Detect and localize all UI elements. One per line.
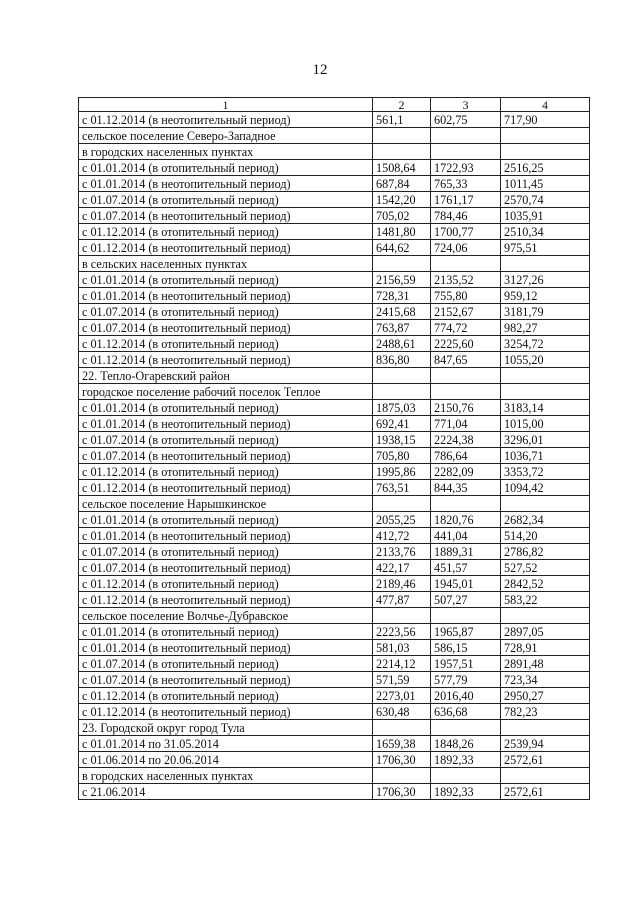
value-col-2: 728,31 xyxy=(373,288,431,304)
value-col-2 xyxy=(373,128,431,144)
value-col-2: 2273,01 xyxy=(373,688,431,704)
value-col-2: 763,87 xyxy=(373,320,431,336)
value-col-2: 763,51 xyxy=(373,480,431,496)
value-col-4: 728,91 xyxy=(501,640,590,656)
row-label: в городских населенных пунктах xyxy=(79,768,373,784)
row-label: с 01.01.2014 (в отопительный период) xyxy=(79,400,373,416)
value-col-2: 687,84 xyxy=(373,176,431,192)
value-col-3: 1820,76 xyxy=(431,512,501,528)
value-col-3: 2225,60 xyxy=(431,336,501,352)
value-col-3: 1957,51 xyxy=(431,656,501,672)
row-label: сельское поселение Северо-Западное xyxy=(79,128,373,144)
table-row xyxy=(79,768,590,784)
tariff-table xyxy=(78,97,590,800)
value-col-4: 2682,34 xyxy=(501,512,590,528)
value-col-2 xyxy=(373,608,431,624)
value-col-2 xyxy=(373,768,431,784)
table-row xyxy=(79,720,590,736)
value-col-3: 771,04 xyxy=(431,416,501,432)
table-row xyxy=(79,160,590,176)
value-col-4 xyxy=(501,128,590,144)
value-col-2 xyxy=(373,384,431,400)
row-label: 23. Городской округ город Тула xyxy=(79,720,373,736)
value-col-3: 451,57 xyxy=(431,560,501,576)
value-col-2: 581,03 xyxy=(373,640,431,656)
row-label: с 01.01.2014 (в неотопительный период) xyxy=(79,176,373,192)
table-row xyxy=(79,288,590,304)
value-col-4: 583,22 xyxy=(501,592,590,608)
value-col-4: 2516,25 xyxy=(501,160,590,176)
table-row xyxy=(79,528,590,544)
value-col-2: 705,02 xyxy=(373,208,431,224)
value-col-4: 3127,26 xyxy=(501,272,590,288)
value-col-3: 1892,33 xyxy=(431,752,501,768)
table-row xyxy=(79,336,590,352)
tariff-table-body xyxy=(79,98,590,800)
row-label: с 01.07.2014 (в отопительный период) xyxy=(79,656,373,672)
value-col-2: 630,48 xyxy=(373,704,431,720)
value-col-2: 1706,30 xyxy=(373,752,431,768)
row-label: с 01.06.2014 по 20.06.2014 xyxy=(79,752,373,768)
value-col-2: 422,17 xyxy=(373,560,431,576)
table-row xyxy=(79,304,590,320)
value-col-2: 644,62 xyxy=(373,240,431,256)
table-row xyxy=(79,240,590,256)
value-col-3: 1722,93 xyxy=(431,160,501,176)
table-row xyxy=(79,320,590,336)
table-row xyxy=(79,784,590,800)
table-row xyxy=(79,704,590,720)
value-col-3: 847,65 xyxy=(431,352,501,368)
row-label: с 21.06.2014 xyxy=(79,784,373,800)
row-label: в городских населенных пунктах xyxy=(79,144,373,160)
table-row xyxy=(79,608,590,624)
row-label: с 01.01.2014 (в неотопительный период) xyxy=(79,528,373,544)
value-col-2: 571,59 xyxy=(373,672,431,688)
value-col-4: 2570,74 xyxy=(501,192,590,208)
value-col-3: 1965,87 xyxy=(431,624,501,640)
value-col-4 xyxy=(501,768,590,784)
value-col-3: 765,33 xyxy=(431,176,501,192)
value-col-4: 975,51 xyxy=(501,240,590,256)
row-label: с 01.12.2014 (в неотопительный период) xyxy=(79,704,373,720)
value-col-2: 1542,20 xyxy=(373,192,431,208)
value-col-4: 782,23 xyxy=(501,704,590,720)
table-row xyxy=(79,256,590,272)
value-col-3: 2150,76 xyxy=(431,400,501,416)
value-col-3: 577,79 xyxy=(431,672,501,688)
value-col-3: 2282,09 xyxy=(431,464,501,480)
value-col-4 xyxy=(501,384,590,400)
value-col-3: 774,72 xyxy=(431,320,501,336)
value-col-3 xyxy=(431,256,501,272)
value-col-2: 2055,25 xyxy=(373,512,431,528)
row-label: с 01.01.2014 (в отопительный период) xyxy=(79,272,373,288)
value-col-4: 1036,71 xyxy=(501,448,590,464)
row-label: с 01.12.2014 (в отопительный период) xyxy=(79,224,373,240)
value-col-4 xyxy=(501,256,590,272)
column-header-3: 3 xyxy=(431,98,501,112)
row-label: с 01.07.2014 (в отопительный период) xyxy=(79,304,373,320)
value-col-4: 959,12 xyxy=(501,288,590,304)
value-col-4: 1035,91 xyxy=(501,208,590,224)
value-col-4: 2897,05 xyxy=(501,624,590,640)
row-label: с 01.01.2014 (в отопительный период) xyxy=(79,512,373,528)
row-label: с 01.12.2014 (в отопительный период) xyxy=(79,576,373,592)
table-row xyxy=(79,496,590,512)
table-row xyxy=(79,752,590,768)
value-col-3: 1945,01 xyxy=(431,576,501,592)
value-col-2: 2223,56 xyxy=(373,624,431,640)
table-row xyxy=(79,544,590,560)
value-col-2: 1481,80 xyxy=(373,224,431,240)
value-col-4: 2842,52 xyxy=(501,576,590,592)
table-header-row xyxy=(79,98,590,112)
row-label: с 01.12.2014 (в неотопительный период) xyxy=(79,112,373,128)
value-col-3 xyxy=(431,368,501,384)
value-col-3 xyxy=(431,384,501,400)
value-col-3 xyxy=(431,496,501,512)
value-col-2: 705,80 xyxy=(373,448,431,464)
value-col-4: 717,90 xyxy=(501,112,590,128)
row-label: с 01.07.2014 (в неотопительный период) xyxy=(79,672,373,688)
table-row xyxy=(79,688,590,704)
value-col-2 xyxy=(373,256,431,272)
table-row xyxy=(79,112,590,128)
row-label: с 01.12.2014 (в неотопительный период) xyxy=(79,240,373,256)
value-col-3: 2224,38 xyxy=(431,432,501,448)
row-label: с 01.12.2014 (в отопительный период) xyxy=(79,688,373,704)
value-col-4: 3181,79 xyxy=(501,304,590,320)
row-label: с 01.07.2014 (в неотопительный период) xyxy=(79,208,373,224)
row-label: с 01.01.2014 по 31.05.2014 xyxy=(79,736,373,752)
value-col-2: 561,1 xyxy=(373,112,431,128)
row-label: с 01.07.2014 (в неотопительный период) xyxy=(79,320,373,336)
table-row xyxy=(79,592,590,608)
row-label: городское поселение рабочий поселок Теплое xyxy=(79,384,373,400)
value-col-2 xyxy=(373,368,431,384)
value-col-3: 507,27 xyxy=(431,592,501,608)
value-col-4: 3183,14 xyxy=(501,400,590,416)
row-label: сельское поселение Нарышкинское xyxy=(79,496,373,512)
value-col-3 xyxy=(431,720,501,736)
value-col-2: 412,72 xyxy=(373,528,431,544)
value-col-2: 2189,46 xyxy=(373,576,431,592)
value-col-4: 1055,20 xyxy=(501,352,590,368)
column-header-2: 2 xyxy=(373,98,431,112)
value-col-3: 784,46 xyxy=(431,208,501,224)
table-row xyxy=(79,448,590,464)
value-col-4: 982,27 xyxy=(501,320,590,336)
table-row xyxy=(79,368,590,384)
value-col-3: 844,35 xyxy=(431,480,501,496)
value-col-3: 786,64 xyxy=(431,448,501,464)
value-col-4: 3254,72 xyxy=(501,336,590,352)
value-col-4: 2950,27 xyxy=(501,688,590,704)
row-label: с 01.12.2014 (в отопительный период) xyxy=(79,464,373,480)
value-col-4: 1015,00 xyxy=(501,416,590,432)
value-col-4 xyxy=(501,720,590,736)
value-col-2: 1938,15 xyxy=(373,432,431,448)
value-col-2: 477,87 xyxy=(373,592,431,608)
table-row xyxy=(79,416,590,432)
value-col-2: 1995,86 xyxy=(373,464,431,480)
row-label: в сельских населенных пунктах xyxy=(79,256,373,272)
value-col-4: 1011,45 xyxy=(501,176,590,192)
value-col-3: 441,04 xyxy=(431,528,501,544)
value-col-2: 2133,76 xyxy=(373,544,431,560)
row-label: с 01.07.2014 (в отопительный период) xyxy=(79,544,373,560)
value-col-4: 1094,42 xyxy=(501,480,590,496)
value-col-3: 636,68 xyxy=(431,704,501,720)
value-col-4: 723,34 xyxy=(501,672,590,688)
value-col-4: 3296,01 xyxy=(501,432,590,448)
value-col-2 xyxy=(373,144,431,160)
value-col-3: 602,75 xyxy=(431,112,501,128)
value-col-2: 2488,61 xyxy=(373,336,431,352)
table-row xyxy=(79,128,590,144)
row-label: с 01.07.2014 (в неотопительный период) xyxy=(79,560,373,576)
table-row xyxy=(79,224,590,240)
table-row xyxy=(79,208,590,224)
value-col-4 xyxy=(501,144,590,160)
value-col-4: 527,52 xyxy=(501,560,590,576)
table-row xyxy=(79,672,590,688)
table-row xyxy=(79,464,590,480)
value-col-3: 1892,33 xyxy=(431,784,501,800)
value-col-2: 1659,38 xyxy=(373,736,431,752)
table-row xyxy=(79,176,590,192)
value-col-3: 1700,77 xyxy=(431,224,501,240)
table-row xyxy=(79,144,590,160)
row-label: сельское поселение Волчье-Дубравское xyxy=(79,608,373,624)
value-col-3 xyxy=(431,144,501,160)
value-col-2: 2214,12 xyxy=(373,656,431,672)
row-label: с 01.01.2014 (в неотопительный период) xyxy=(79,288,373,304)
value-col-4: 514,20 xyxy=(501,528,590,544)
value-col-4: 2572,61 xyxy=(501,784,590,800)
row-label: с 01.07.2014 (в неотопительный период) xyxy=(79,448,373,464)
page-number: 12 xyxy=(312,62,328,78)
row-label: с 01.07.2014 (в отопительный период) xyxy=(79,192,373,208)
table-row xyxy=(79,480,590,496)
value-col-2: 1706,30 xyxy=(373,784,431,800)
table-row xyxy=(79,560,590,576)
table-row xyxy=(79,400,590,416)
value-col-2 xyxy=(373,720,431,736)
table-row xyxy=(79,272,590,288)
value-col-2: 1875,03 xyxy=(373,400,431,416)
value-col-2: 836,80 xyxy=(373,352,431,368)
table-row xyxy=(79,656,590,672)
value-col-3: 755,80 xyxy=(431,288,501,304)
row-label: с 01.12.2014 (в отопительный период) xyxy=(79,336,373,352)
table-row xyxy=(79,736,590,752)
value-col-3: 1889,31 xyxy=(431,544,501,560)
value-col-3: 2135,52 xyxy=(431,272,501,288)
value-col-4: 2539,94 xyxy=(501,736,590,752)
value-col-3: 724,06 xyxy=(431,240,501,256)
table-row xyxy=(79,432,590,448)
table-row xyxy=(79,576,590,592)
row-label: с 01.01.2014 (в неотопительный период) xyxy=(79,416,373,432)
value-col-2: 2156,59 xyxy=(373,272,431,288)
table-row xyxy=(79,192,590,208)
table-row xyxy=(79,512,590,528)
row-label: с 01.07.2014 (в отопительный период) xyxy=(79,432,373,448)
value-col-2 xyxy=(373,496,431,512)
value-col-4 xyxy=(501,368,590,384)
value-col-4: 3353,72 xyxy=(501,464,590,480)
value-col-3: 1848,26 xyxy=(431,736,501,752)
table-row xyxy=(79,352,590,368)
row-label: с 01.12.2014 (в неотопительный период) xyxy=(79,352,373,368)
column-header-4: 4 xyxy=(501,98,590,112)
row-label: с 01.01.2014 (в неотопительный период) xyxy=(79,640,373,656)
value-col-3 xyxy=(431,128,501,144)
value-col-2: 2415,68 xyxy=(373,304,431,320)
row-label: с 01.12.2014 (в неотопительный период) xyxy=(79,480,373,496)
value-col-4 xyxy=(501,608,590,624)
value-col-4: 2572,61 xyxy=(501,752,590,768)
value-col-3 xyxy=(431,768,501,784)
value-col-3: 2016,40 xyxy=(431,688,501,704)
value-col-3: 586,15 xyxy=(431,640,501,656)
value-col-4 xyxy=(501,496,590,512)
value-col-4: 2891,48 xyxy=(501,656,590,672)
table-row xyxy=(79,640,590,656)
value-col-4: 2786,82 xyxy=(501,544,590,560)
value-col-3: 2152,67 xyxy=(431,304,501,320)
row-label: 22. Тепло-Огаревский район xyxy=(79,368,373,384)
value-col-3: 1761,17 xyxy=(431,192,501,208)
row-label: с 01.01.2014 (в отопительный период) xyxy=(79,160,373,176)
row-label: с 01.12.2014 (в неотопительный период) xyxy=(79,592,373,608)
table-row xyxy=(79,384,590,400)
table-row xyxy=(79,624,590,640)
column-header-1: 1 xyxy=(79,98,373,112)
value-col-2: 692,41 xyxy=(373,416,431,432)
value-col-4: 2510,34 xyxy=(501,224,590,240)
value-col-2: 1508,64 xyxy=(373,160,431,176)
value-col-3 xyxy=(431,608,501,624)
row-label: с 01.01.2014 (в отопительный период) xyxy=(79,624,373,640)
